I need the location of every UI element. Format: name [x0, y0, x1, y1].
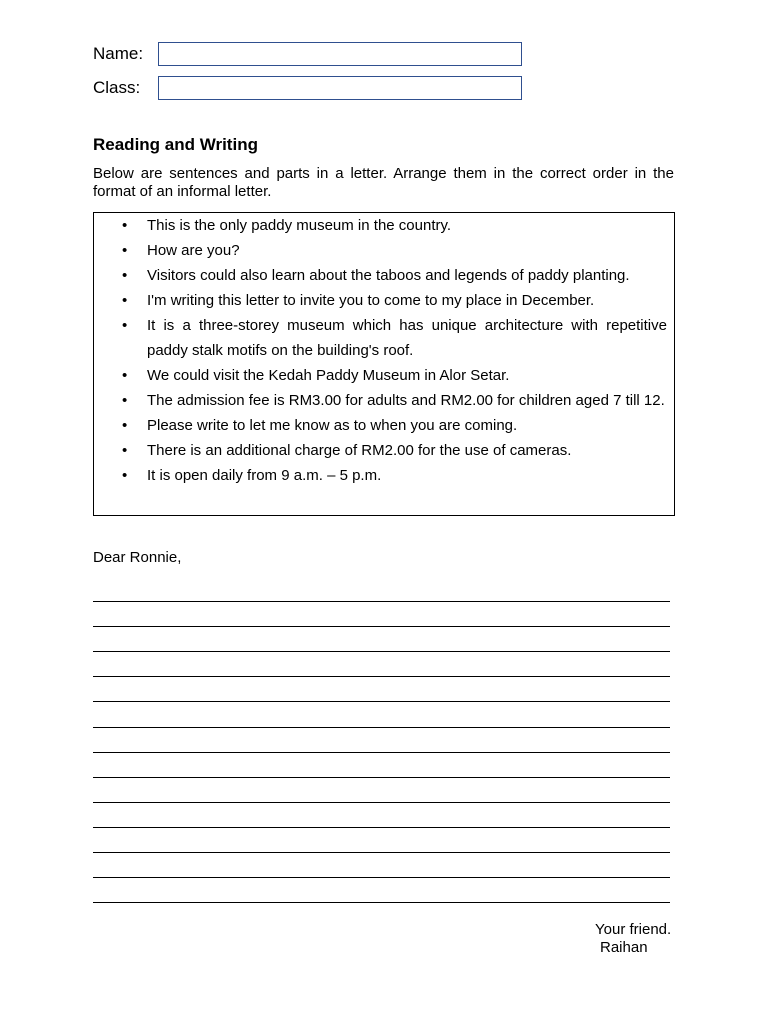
- name-field[interactable]: [158, 42, 522, 66]
- class-field[interactable]: [158, 76, 522, 100]
- sentence-text: This is the only paddy museum in the country.: [147, 217, 452, 234]
- sentence-text: I'm writing this letter to invite you to come to my place in December.: [147, 292, 595, 309]
- sentence-text: We could visit the Kedah Paddy Museum in Alor Setar.: [147, 367, 510, 384]
- sentence-text: There is an additional charge of RM2.00 for the use of cameras.: [147, 442, 572, 459]
- instructions-text: Below are sentences and parts in a letter. Arrange them in the correct order in the format of an informal letter.: [93, 165, 674, 200]
- class-label: Class:: [93, 78, 141, 97]
- sentence-item: [94, 413, 674, 438]
- writing-line[interactable]: [93, 701, 670, 702]
- writing-line[interactable]: [93, 777, 670, 778]
- writing-line[interactable]: [93, 827, 670, 828]
- writing-line[interactable]: [93, 676, 670, 677]
- sentence-item: [94, 263, 674, 288]
- signature-name: Raihan: [600, 939, 648, 956]
- bullet-icon: •: [122, 317, 128, 334]
- sentence-list: [94, 213, 674, 488]
- writing-line[interactable]: [93, 902, 670, 903]
- writing-line[interactable]: [93, 626, 670, 627]
- section-title: Reading and Writing: [93, 135, 258, 154]
- sentence-text: The admission fee is RM3.00 for adults and RM2.00 for children aged 7 till 12.: [147, 392, 665, 409]
- sentence-text: It is a three-storey museum which has unique architecture with repetitive paddy stalk motifs on the building's roof.: [147, 317, 667, 359]
- writing-line[interactable]: [93, 651, 670, 652]
- sentence-text: It is open daily from 9 a.m. – 5 p.m.: [147, 467, 382, 484]
- sentence-text: Visitors could also learn about the taboos and legends of paddy planting.: [147, 267, 630, 284]
- sentence-item: [94, 288, 674, 313]
- sentence-item: [94, 238, 674, 263]
- sentence-item: [94, 463, 674, 488]
- writing-line[interactable]: [93, 852, 670, 853]
- sentence-item: [94, 213, 674, 238]
- class-row: [93, 74, 522, 102]
- sentence-item: [94, 313, 674, 363]
- sentence-item: [94, 438, 674, 463]
- sentence-box: [93, 212, 675, 516]
- bullet-icon: •: [122, 367, 128, 384]
- bullet-icon: •: [122, 292, 128, 309]
- bullet-icon: •: [122, 392, 128, 409]
- bullet-icon: •: [122, 267, 128, 284]
- bullet-icon: •: [122, 242, 128, 259]
- bullet-icon: •: [122, 217, 128, 234]
- writing-line[interactable]: [93, 752, 670, 753]
- letter-salutation: Dear Ronnie,: [93, 549, 182, 566]
- writing-line[interactable]: [93, 601, 670, 602]
- bullet-icon: •: [122, 442, 128, 459]
- sentence-item: [94, 363, 674, 388]
- writing-line[interactable]: [93, 727, 670, 728]
- writing-line[interactable]: [93, 802, 670, 803]
- name-row: [93, 40, 522, 68]
- letter-closing: [595, 921, 671, 957]
- closing-phrase: Your friend.: [595, 921, 672, 938]
- bullet-icon: •: [122, 417, 128, 434]
- sentence-text: How are you?: [147, 242, 240, 259]
- sentence-item: [94, 388, 674, 413]
- sentence-text: Please write to let me know as to when you are coming.: [147, 417, 518, 434]
- writing-line[interactable]: [93, 877, 670, 878]
- bullet-icon: •: [122, 467, 128, 484]
- name-label: Name:: [93, 44, 144, 63]
